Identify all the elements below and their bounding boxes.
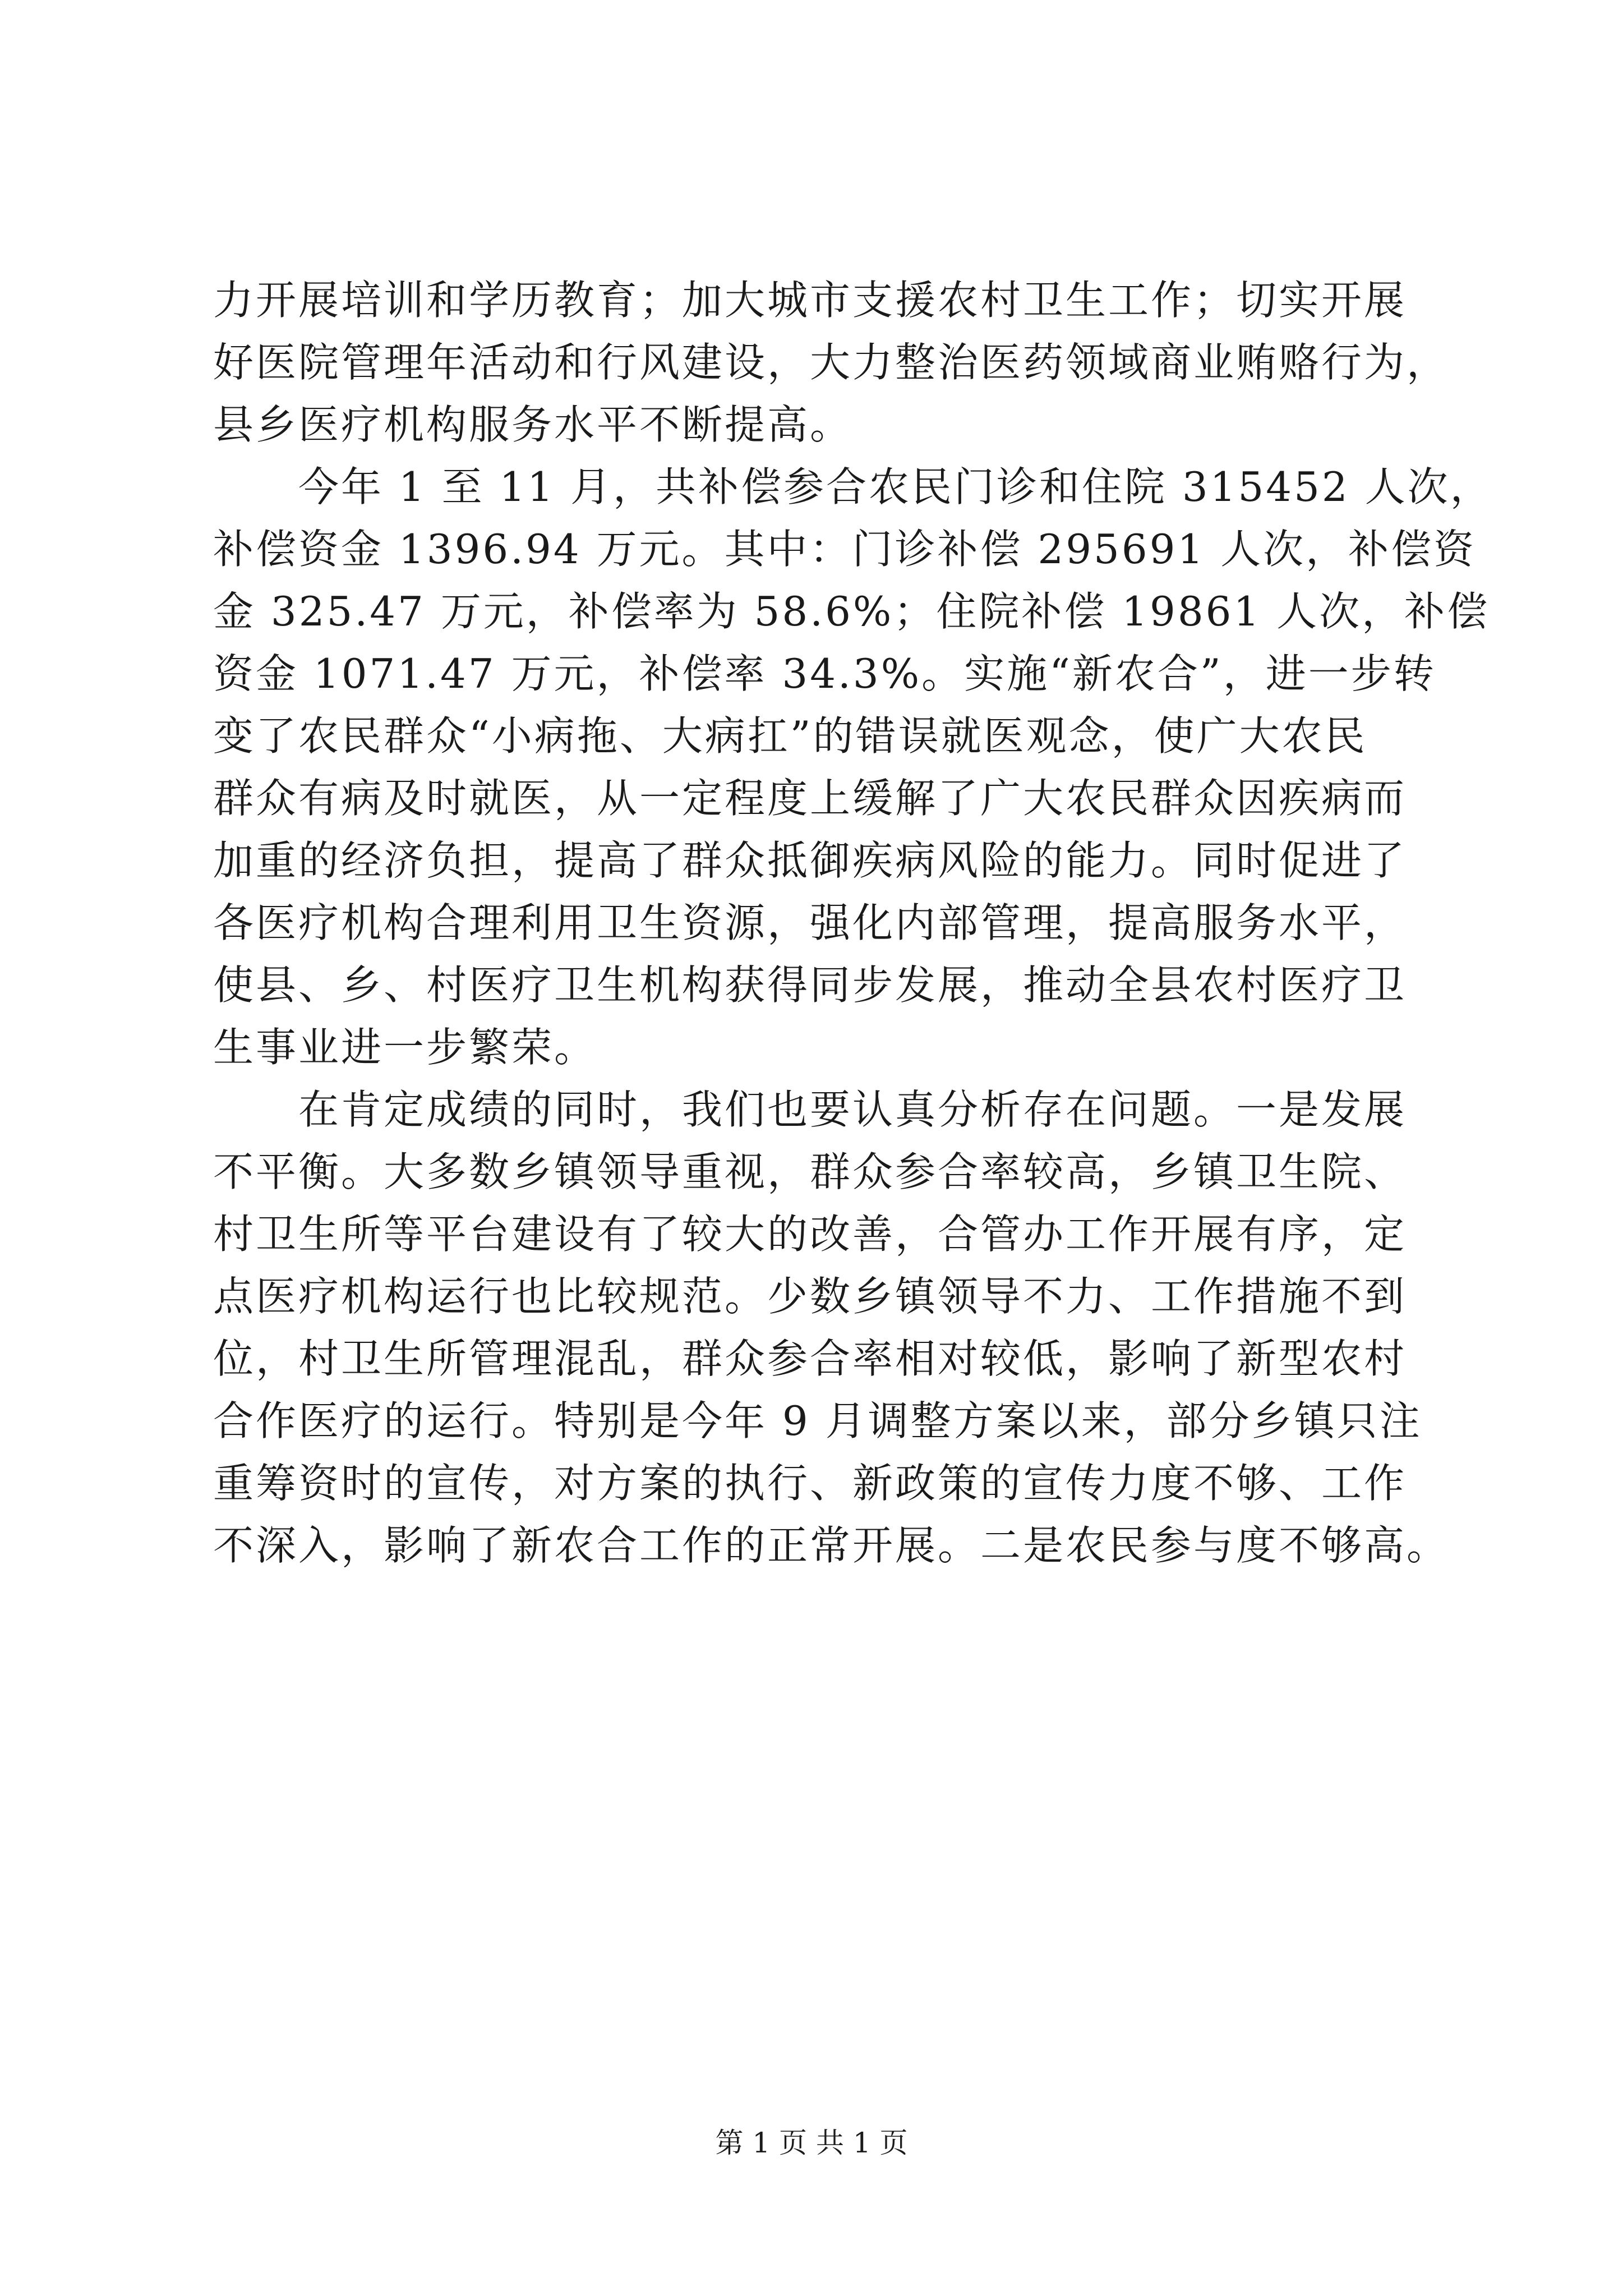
text-line: 点医疗机构运行也比较规范。少数乡镇领导不力、工作措施不到 <box>213 1273 1407 1320</box>
page-footer <box>0 2120 1623 2161</box>
text-line: 加重的经济负担，提高了群众抵御疾病风险的能力。同时促进了 <box>213 837 1407 884</box>
text-line: 村卫生所等平台建设有了较大的改善，合管办工作开展有序，定 <box>213 1211 1407 1258</box>
text-line: 使县、乡、村医疗卫生机构获得同步发展，推动全县农村医疗卫 <box>213 961 1407 1009</box>
text-line: 群众有病及时就医，从一定程度上缓解了广大农民群众因疾病而 <box>213 775 1407 822</box>
text-line: 力开展培训和学历教育；加大城市支援农村卫生工作；切实开展 <box>213 277 1407 324</box>
text-line: 补偿资金 1396.94 万元。其中：门诊补偿 295691 人次，补偿资 <box>213 526 1477 573</box>
text-line: 不深入，影响了新农合工作的正常开展。二是农民参与度不够高。 <box>213 1522 1450 1569</box>
text-line: 资金 1071.47 万元，补偿率 34.3%。实施“新农合”，进一步转 <box>213 650 1436 697</box>
text-line: 重筹资时的宣传，对方案的执行、新政策的宣传力度不够、工作 <box>213 1460 1407 1507</box>
text-line: 位，村卫生所管理混乱，群众参合率相对较低，影响了新型农村 <box>213 1335 1407 1382</box>
text-line: 好医院管理年活动和行风建设，大力整治医药领域商业贿赂行为， <box>213 339 1450 386</box>
text-line: 变了农民群众“小病拖、大病扛”的错误就医观念，使广大农民 <box>213 712 1367 760</box>
text-line: 不平衡。大多数乡镇领导重视，群众参合率较高，乡镇卫生院、 <box>213 1148 1407 1195</box>
text-line: 县乡医疗机构服务水平不断提高。 <box>213 401 853 448</box>
text-line: 各医疗机构合理利用卫生资源，强化内部管理，提高服务水平， <box>213 899 1407 946</box>
text-line: 生事业进一步繁荣。 <box>213 1024 597 1071</box>
text-line: 合作医疗的运行。特别是今年 9 月调整方案以来，部分乡镇只注 <box>213 1397 1422 1444</box>
paragraph-first-line: 在肯定成绩的同时，我们也要认真分析存在问题。一是发展 <box>298 1086 1407 1133</box>
document-body <box>213 269 1493 1577</box>
paragraph-first-line: 今年 1 至 11 月，共补偿参合农民门诊和住院 315452 人次， <box>298 463 1493 510</box>
page-number-label: 第 1 页 共 1 页 <box>715 2127 908 2159</box>
text-line: 金 325.47 万元，补偿率为 58.6%；住院补偿 19861 人次，补偿 <box>213 588 1490 635</box>
